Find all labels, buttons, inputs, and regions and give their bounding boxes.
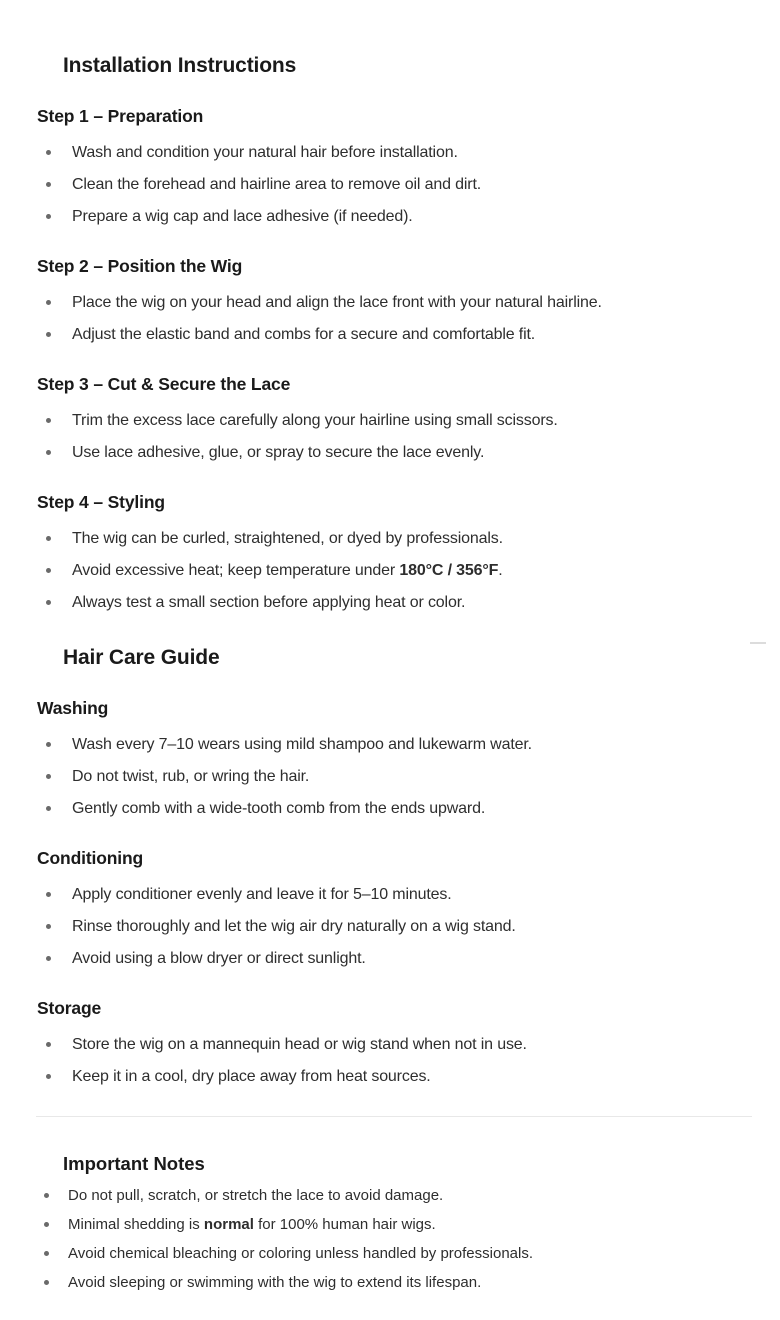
bullet-text: Adjust the elastic band and combs for a secure and comfortable fit. — [72, 326, 536, 343]
list-item — [0, 561, 780, 593]
list-item — [0, 917, 780, 949]
list-item — [0, 1035, 780, 1067]
step-3-bullet-list — [0, 411, 780, 475]
list-item — [0, 1274, 780, 1303]
step-1-heading: Step 1 – Preparation — [37, 106, 204, 126]
list-item — [0, 207, 780, 239]
list-item — [0, 949, 780, 981]
washing-bullet-list — [0, 735, 780, 831]
bullet-text: Clean the forehead and hairline area to remove oil and dirt. — [72, 176, 482, 193]
washing-heading: Washing — [37, 698, 109, 718]
conditioning-bullet-list — [0, 885, 780, 981]
bullet-text: Use lace adhesive, glue, or spray to secure the lace evenly. — [72, 444, 485, 461]
important-notes-title: Important Notes — [63, 1153, 205, 1174]
bullet-text: Place the wig on your head and align the lace front with your natural hairline. — [72, 294, 602, 311]
bullet-text: Avoid chemical bleaching or coloring unless handled by professionals. — [68, 1245, 533, 1262]
list-item — [0, 1187, 780, 1216]
storage-bullet-list — [0, 1035, 780, 1099]
list-item — [0, 411, 780, 443]
storage-heading: Storage — [37, 998, 102, 1018]
step-4-heading: Step 4 – Styling — [37, 492, 165, 512]
bullet-text: Always test a small section before applying heat or color. — [72, 594, 466, 611]
bullet-text-bold: 180°C / 356°F — [399, 562, 499, 579]
bullet-text: Apply conditioner evenly and leave it for 5–10 minutes. — [72, 886, 452, 903]
bullet-text: Do not pull, scratch, or stretch the lace to avoid damage. — [68, 1187, 444, 1204]
bullet-text: Trim the excess lace carefully along your hairline using small scissors. — [72, 412, 558, 429]
important-notes-section — [0, 1152, 780, 1303]
step-2-bullet-list — [0, 293, 780, 357]
list-item — [0, 1245, 780, 1274]
bullet-text: Rinse thoroughly and let the wig air dry naturally on a wig stand. — [72, 918, 516, 935]
bullet-text: Avoid excessive heat; keep temperature under — [72, 562, 400, 579]
bullet-text: Keep it in a cool, dry place away from heat sources. — [72, 1068, 431, 1085]
list-item — [0, 593, 780, 625]
list-item — [0, 1216, 780, 1245]
list-item — [0, 293, 780, 325]
bullet-text: . — [498, 562, 503, 579]
hair-care-title: Hair Care Guide — [63, 646, 220, 669]
bullet-text: Do not twist, rub, or wring the hair. — [72, 768, 310, 785]
bullet-text: The wig can be curled, straightened, or dyed by professionals. — [72, 530, 503, 547]
right-edge-line-fragment — [750, 642, 766, 644]
installation-title: Installation Instructions — [63, 54, 297, 77]
step-2-heading: Step 2 – Position the Wig — [37, 256, 243, 276]
list-item — [0, 443, 780, 475]
bullet-text: Store the wig on a mannequin head or wig stand when not in use. — [72, 1036, 527, 1053]
bullet-text: Prepare a wig cap and lace adhesive (if needed). — [72, 208, 413, 225]
bullet-text-bold: normal — [203, 1216, 254, 1233]
bullet-text: Avoid sleeping or swimming with the wig to extend its lifespan. — [68, 1274, 482, 1291]
conditioning-heading: Conditioning — [37, 848, 144, 868]
step-4-bullet-list — [0, 529, 780, 625]
list-item — [0, 529, 780, 561]
bullet-text: Minimal shedding is — [68, 1216, 204, 1233]
list-item — [0, 1067, 780, 1099]
bullet-text: Avoid using a blow dryer or direct sunlight. — [72, 950, 366, 967]
list-item — [0, 799, 780, 831]
bullet-text: for 100% human hair wigs. — [253, 1216, 436, 1233]
bullet-text: Gently comb with a wide-tooth comb from the ends upward. — [72, 800, 486, 817]
list-item — [0, 767, 780, 799]
important-notes-bullet-list — [0, 1187, 780, 1303]
step-1-bullet-list — [0, 143, 780, 239]
hair-care-section — [0, 645, 780, 1099]
bullet-text: Wash every 7–10 wears using mild shampoo and lukewarm water. — [72, 736, 532, 753]
list-item — [0, 143, 780, 175]
section-divider — [36, 1116, 752, 1117]
list-item — [0, 885, 780, 917]
list-item — [0, 175, 780, 207]
step-3-heading: Step 3 – Cut & Secure the Lace — [37, 374, 291, 394]
list-item — [0, 325, 780, 357]
list-item — [0, 735, 780, 767]
installation-section — [0, 0, 780, 625]
bullet-text: Wash and condition your natural hair before installation. — [72, 144, 458, 161]
